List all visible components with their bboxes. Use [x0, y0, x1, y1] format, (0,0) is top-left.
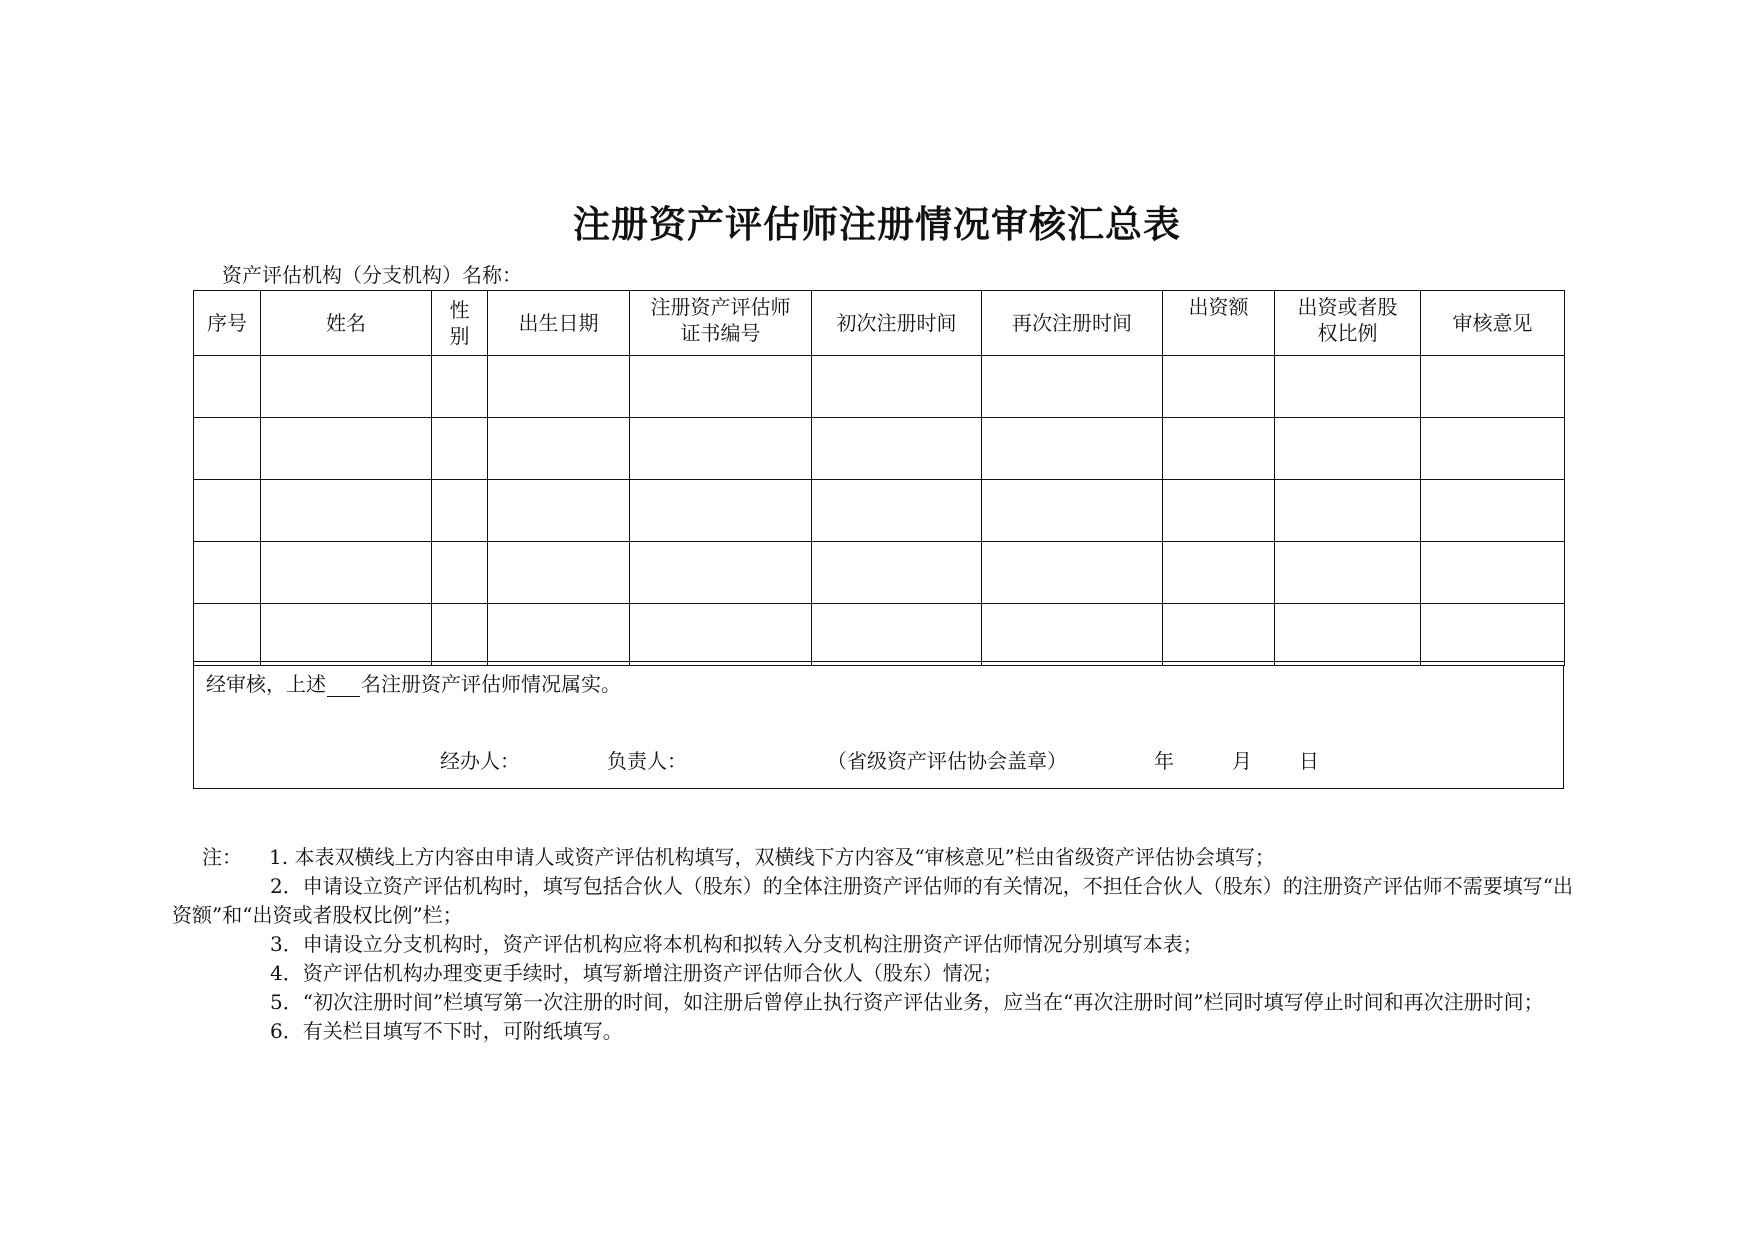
- table-cell[interactable]: [812, 604, 982, 666]
- col-header-birthdate: 出生日期: [488, 291, 630, 356]
- table-cell[interactable]: [1163, 418, 1275, 480]
- table-cell[interactable]: [1275, 480, 1421, 542]
- note-item-6: 6．有关栏目填写不下时，可附纸填写。: [270, 1019, 623, 1043]
- table-row: [194, 542, 1565, 604]
- manager-label: 负责人：: [607, 749, 687, 773]
- double-rule-line: [193, 661, 1564, 662]
- table-cell[interactable]: [261, 356, 432, 418]
- col-header-name: 姓名: [261, 291, 432, 356]
- seal-label: （省级资产评估协会盖章）: [827, 749, 1067, 773]
- review-section: [193, 665, 1564, 789]
- table-cell[interactable]: [1275, 356, 1421, 418]
- count-blank[interactable]: [327, 676, 360, 697]
- table-cell[interactable]: [1275, 604, 1421, 666]
- table-cell[interactable]: [194, 356, 261, 418]
- table-cell[interactable]: [432, 418, 488, 480]
- note-item-2: 2．申请设立资产评估机构时，填写包括合伙人（股东）的全体注册资产评估师的有关情况，不担任合伙人（股东）的注册资产评估师不需要填写“出资额”和“出资或者股权比例”栏；: [172, 874, 1573, 927]
- table-cell[interactable]: [812, 356, 982, 418]
- registration-table: [193, 290, 1565, 666]
- notes-section: [172, 843, 1584, 1046]
- table-cell[interactable]: [812, 542, 982, 604]
- table-cell[interactable]: [1163, 542, 1275, 604]
- table-row: [194, 480, 1565, 542]
- table-cell[interactable]: [982, 542, 1163, 604]
- table-cell[interactable]: [630, 418, 812, 480]
- table-row: [194, 356, 1565, 418]
- table-cell[interactable]: [488, 542, 630, 604]
- table-row: [194, 604, 1565, 666]
- table-cell[interactable]: [488, 356, 630, 418]
- table-row: [194, 418, 1565, 480]
- table-cell[interactable]: [1421, 604, 1565, 666]
- col-header-capital-amount: 出资额: [1163, 291, 1275, 356]
- note-item-1: 注： 1. 本表双横线上方内容由申请人或资产评估机构填写，双横线下方内容及“审核意见”栏由省级资产评估协会填写；: [172, 843, 1584, 872]
- notes-prefix: 注：: [202, 845, 242, 869]
- table-cell[interactable]: [630, 542, 812, 604]
- table-cell[interactable]: [982, 356, 1163, 418]
- table-cell[interactable]: [261, 418, 432, 480]
- table-cell[interactable]: [630, 604, 812, 666]
- table-header-row: [194, 291, 1565, 356]
- table-cell[interactable]: [488, 604, 630, 666]
- table-cell[interactable]: [982, 418, 1163, 480]
- table-cell[interactable]: [1421, 356, 1565, 418]
- table-cell[interactable]: [1275, 542, 1421, 604]
- table-cell[interactable]: [261, 480, 432, 542]
- note-item-4: 4．资产评估机构办理变更手续时，填写新增注册资产评估师合伙人（股东）情况；: [270, 961, 1003, 985]
- col-header-index: 序号: [194, 291, 261, 356]
- col-header-gender: 性 别: [432, 291, 488, 356]
- table-cell[interactable]: [982, 604, 1163, 666]
- note-item-5: 5．“初次注册时间”栏填写第一次注册的时间，如注册后曾停止执行资产评估业务，应当在“再次注册时间”栏同时填写停止时间和再次注册时间；: [270, 990, 1544, 1014]
- handler-label: 经办人：: [440, 749, 520, 773]
- org-name-label: 资产评估机构（分支机构）名称：: [222, 263, 522, 287]
- month-label: 月: [1232, 749, 1252, 773]
- col-header-re-registration: 再次注册时间: [982, 291, 1163, 356]
- review-statement: 经审核，上述 名注册资产评估师情况属实。: [206, 672, 621, 696]
- year-label: 年: [1154, 749, 1174, 773]
- table-cell[interactable]: [194, 542, 261, 604]
- table-cell[interactable]: [630, 356, 812, 418]
- table-cell[interactable]: [194, 480, 261, 542]
- table-cell[interactable]: [1421, 542, 1565, 604]
- table-cell[interactable]: [1163, 356, 1275, 418]
- col-header-equity-ratio: 出资或者股 权比例: [1275, 291, 1421, 356]
- note-item-3: 3．申请设立分支机构时，资产评估机构应将本机构和拟转入分支机构注册资产评估师情况分别填写本表；: [270, 932, 1203, 956]
- table-cell[interactable]: [194, 418, 261, 480]
- table-cell[interactable]: [1163, 480, 1275, 542]
- table-cell[interactable]: [432, 356, 488, 418]
- table-cell[interactable]: [1275, 418, 1421, 480]
- table-cell[interactable]: [432, 480, 488, 542]
- day-label: 日: [1299, 749, 1319, 773]
- table-cell[interactable]: [432, 542, 488, 604]
- table-body: [194, 356, 1565, 666]
- table-cell[interactable]: [432, 604, 488, 666]
- table-cell[interactable]: [1421, 418, 1565, 480]
- col-header-review-opinion: 审核意见: [1421, 291, 1565, 356]
- page-title: 注册资产评估师注册情况审核汇总表: [573, 202, 1181, 246]
- col-header-first-registration: 初次注册时间: [812, 291, 982, 356]
- table-cell[interactable]: [630, 480, 812, 542]
- table-cell[interactable]: [1163, 604, 1275, 666]
- table-cell[interactable]: [812, 418, 982, 480]
- table-cell[interactable]: [488, 418, 630, 480]
- table-cell[interactable]: [488, 480, 630, 542]
- table-cell[interactable]: [1421, 480, 1565, 542]
- table-cell[interactable]: [194, 604, 261, 666]
- table-cell[interactable]: [261, 604, 432, 666]
- table-cell[interactable]: [261, 542, 432, 604]
- table-cell[interactable]: [812, 480, 982, 542]
- table-cell[interactable]: [982, 480, 1163, 542]
- col-header-certificate-number: 注册资产评估师 证书编号: [630, 291, 812, 356]
